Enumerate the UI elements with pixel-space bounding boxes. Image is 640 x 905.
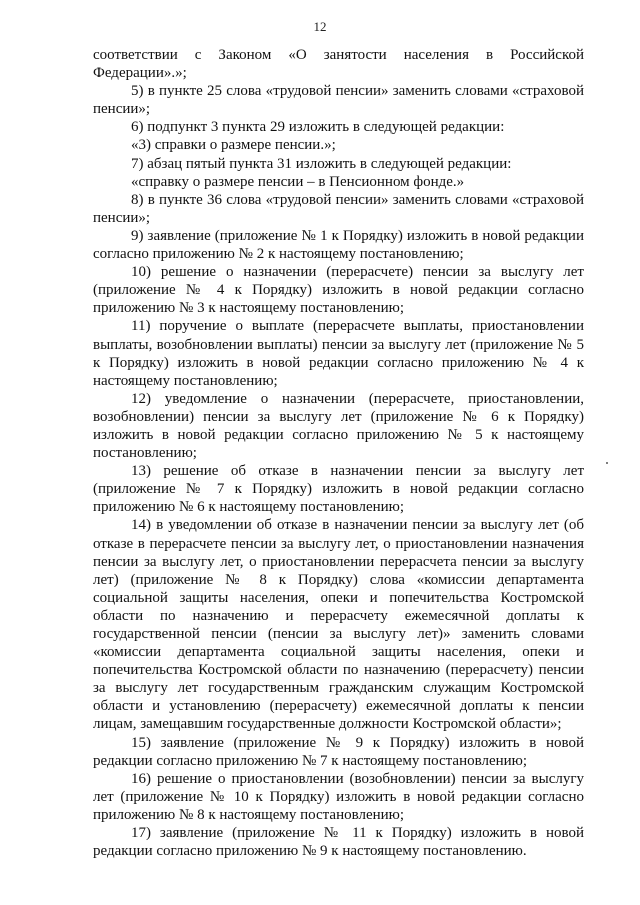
paragraph-item-14: 14) в уведомлении об отказе в назначении пенсии за выслугу лет (об отказе в перерасчете пенсии за выслугу лет, о приостановлении назначения пенсии за выслугу лет, о приостановлении перерасчета пенсии за выслугу лет) (приложение № 8 к Порядку) слова «комиссии департамента социальной защиты населения, опеки и попечительства Костромской области по назначению и перерасчету ежемесячной доплаты к государственной пенсии (пенсии за выслугу лет)» заменить словами «комиссии департамента социальной защиты населения, опеки и попечительства Костромской области по назначению (перерасчету) пенсии за выслугу лет государственным гражданским служащим Костромской области и установлению (перерасчету) ежемесячной доплаты к пенсии лицам, замещавшим государственные должности Костромской области»; [93, 517, 584, 733]
paragraph-item-11: 11) поручение о выплате (перерасчете выплаты, приостановлении выплаты, возобновлении выплаты) пенсии за выслугу лет (приложение № 5 к Порядку) изложить в новой редакции согласно приложению № 4 к настоящему постановлению; [93, 318, 584, 389]
paragraph-item-15: 15) заявление (приложение № 9 к Порядку) изложить в новой редакции согласно приложению № 7 к настоящему постановлению; [93, 734, 584, 769]
paragraph-item-12: 12) уведомление о назначении (перерасчете, приостановлении, возобновлении) пенсии за выслугу лет (приложение № 6 к Порядку) изложить в новой редакции согласно приложению № 5 к настоящему постановлению; [93, 390, 584, 462]
paragraph-item-13: 13) решение об отказе в назначении пенсии за выслугу лет (приложение № 7 к Порядку) изложить в новой редакции согласно приложению № 6 к настоящему постановлению; [93, 463, 584, 516]
paragraph-continuation: соответствии с Законом «О занятости населения в Российской Федерации».»; [93, 47, 584, 82]
paragraph-item-16: 16) решение о приостановлении (возобновлении) пенсии за выслугу лет (приложение № 10 к Порядку) изложить в новой редакции согласно приложению № 8 к настоящему постановлению; [93, 770, 584, 823]
paragraph-item-6: 6) подпункт 3 пункта 29 изложить в следующей редакции: [131, 119, 505, 136]
paragraph-item-7-text: «справку о размере пенсии – в Пенсионном фонде.» [131, 173, 465, 190]
paragraph-item-5: 5) в пункте 25 слова «трудовой пенсии» заменить словами «страховой пенсии»; [93, 83, 584, 118]
paragraph-item-6-text: «3) справки о размере пенсии.»; [131, 137, 336, 154]
paragraph-item-8: 8) в пункте 36 слова «трудовой пенсии» заменить словами «страховой пенсии»; [93, 191, 584, 226]
paragraph-item-7: 7) абзац пятый пункта 31 изложить в следующей редакции: [131, 155, 512, 172]
document-body [93, 46, 584, 860]
paragraph-item-9: 9) заявление (приложение № 1 к Порядку) изложить в новой редакции согласно приложению № 2 к настоящему постановлению; [93, 227, 584, 263]
scan-speck [606, 462, 608, 464]
paragraph-item-10: 10) решение о назначении (перерасчете) пенсии за выслугу лет (приложение № 4 к Порядку) изложить в новой редакции согласно приложению № 3 к настоящему постановлению; [93, 264, 584, 317]
page-number: 12 [313, 19, 327, 34]
paragraph-item-17: 17) заявление (приложение № 11 к Порядку) изложить в новой редакции согласно приложению № 9 к настоящему постановлению. [93, 825, 584, 860]
